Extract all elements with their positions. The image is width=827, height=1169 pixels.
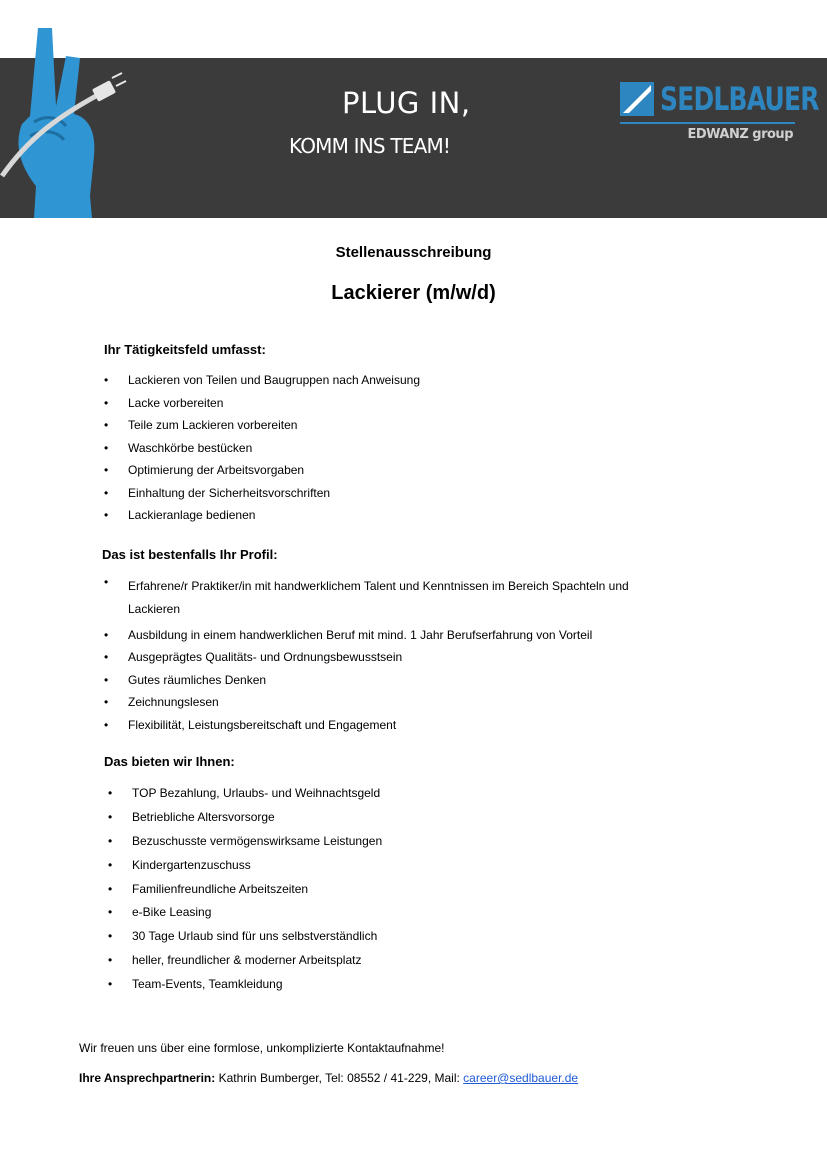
- list-item: [108, 953, 382, 977]
- list-item-text: Lacke vorbereiten: [128, 395, 224, 410]
- list-item-text: 30 Tage Urlaub sind für uns selbstverständlich: [132, 929, 378, 944]
- tasks-list: [104, 373, 420, 531]
- logo-mark-icon: [620, 82, 654, 116]
- list-item: [104, 373, 420, 396]
- list-item-text: Familienfreundliche Arbeitszeiten: [132, 881, 309, 896]
- bullet-icon: •: [104, 717, 109, 732]
- list-item: [104, 396, 420, 419]
- bullet-icon: •: [104, 695, 109, 709]
- email-link[interactable]: career@sedlbauer.de: [463, 1071, 579, 1085]
- contact-details: Kathrin Bumberger, Tel: 08552 / 41-229, Mail:: [215, 1071, 464, 1085]
- list-item: [108, 929, 382, 953]
- bullet-icon: •: [104, 373, 109, 387]
- list-item: [108, 810, 382, 834]
- bullet-icon: •: [104, 508, 109, 522]
- list-item-text: Gutes räumliches Denken: [128, 672, 267, 687]
- bullet-icon: •: [104, 440, 109, 455]
- list-item-text: Optimierung der Arbeitsvorgaben: [128, 463, 305, 477]
- document-type-heading: Stellenausschreibung: [335, 244, 492, 261]
- list-item: [108, 882, 382, 906]
- section-profile-title: Das ist bestenfalls Ihr Profil:: [102, 547, 278, 562]
- list-item-text: Flexibilität, Leistungsbereitschaft und Engagement: [128, 717, 397, 732]
- banner-subline: KOMM INS TEAM!: [289, 134, 451, 158]
- bullet-icon: •: [108, 809, 113, 824]
- list-item: [108, 977, 382, 1001]
- list-item-text: Lackieranlage bedienen: [128, 508, 256, 522]
- bullet-icon: •: [108, 929, 113, 944]
- list-item: [104, 418, 420, 441]
- company-logo: [620, 80, 819, 150]
- list-item-text: heller, freundlicher & moderner Arbeitsplatz: [132, 953, 362, 968]
- bullet-icon: •: [104, 650, 109, 664]
- list-item: [108, 858, 382, 882]
- bullet-icon: •: [108, 857, 113, 872]
- benefits-list: [108, 786, 382, 1001]
- list-item: [104, 441, 420, 464]
- list-item-text: Team-Events, Teamkleidung: [132, 977, 283, 992]
- bullet-icon: •: [108, 953, 113, 968]
- bullet-icon: •: [108, 905, 113, 920]
- logo-group-name: EDWANZ group: [687, 127, 793, 142]
- list-item-text: Betriebliche Altersvorsorge: [132, 809, 275, 824]
- list-item-text: Zeichnungslesen: [128, 695, 219, 709]
- bullet-icon: •: [104, 485, 109, 500]
- list-item-text: Kindergartenzuschuss: [132, 857, 251, 872]
- profile-list: [104, 575, 664, 740]
- list-item-text: Lackieren von Teilen und Baugruppen nach Anweisung: [128, 373, 420, 387]
- bullet-icon: •: [104, 418, 109, 432]
- list-item: [104, 575, 664, 620]
- list-item-text: Erfahrene/r Praktiker/in mit handwerklichem Talent und Kenntnissen im Bereich Spachteln und Lackieren: [128, 579, 629, 616]
- section-benefits-title: Das bieten wir Ihnen:: [104, 754, 235, 769]
- logo-divider: [620, 122, 795, 124]
- bullet-icon: •: [104, 463, 109, 477]
- list-item-text: Ausgeprägtes Qualitäts- und Ordnungsbewusstsein: [128, 650, 403, 664]
- bullet-icon: •: [108, 786, 113, 800]
- job-title: Lackierer (m/w/d): [331, 282, 496, 304]
- list-item-text: TOP Bezahlung, Urlaubs- und Weihnachtsgeld: [132, 786, 381, 800]
- bullet-icon: •: [108, 977, 113, 992]
- bullet-icon: •: [104, 395, 109, 410]
- list-item-text: Waschkörbe bestücken: [128, 440, 253, 455]
- bullet-icon: •: [104, 627, 109, 642]
- list-item: [104, 463, 420, 486]
- list-item: [108, 834, 382, 858]
- banner-headline: PLUG IN,: [342, 86, 471, 120]
- hand-with-plug-icon: [0, 26, 130, 218]
- bullet-icon: •: [104, 672, 109, 687]
- list-item: [104, 695, 664, 710]
- list-item: [104, 508, 420, 531]
- list-item-text: Einhaltung der Sicherheitsvorschriften: [128, 485, 331, 500]
- bullet-icon: •: [104, 575, 109, 589]
- list-item: [108, 905, 382, 929]
- section-tasks-title: Ihr Tätigkeitsfeld umfasst:: [104, 342, 266, 357]
- closing-text: Wir freuen uns über eine formlose, unkomplizierte Kontaktaufnahme!: [79, 1041, 445, 1055]
- bullet-icon: •: [108, 833, 113, 848]
- list-item: [104, 718, 664, 733]
- list-item-text: e-Bike Leasing: [132, 905, 212, 920]
- list-item-text: Bezuschusste vermögenswirksame Leistungen: [132, 833, 383, 848]
- list-item-text: Ausbildung in einem handwerklichen Beruf mit mind. 1 Jahr Berufserfahrung von Vorteil: [128, 627, 593, 642]
- list-item: [104, 650, 664, 665]
- list-item: [104, 486, 420, 509]
- bullet-icon: •: [108, 881, 113, 896]
- contact-label: Ihre Ansprechpartnerin:: [79, 1071, 216, 1085]
- list-item-text: Teile zum Lackieren vorbereiten: [128, 418, 298, 432]
- list-item: [104, 673, 664, 688]
- list-item: [108, 786, 382, 810]
- list-item: [104, 628, 664, 643]
- logo-name: SEDLBAUER: [660, 80, 819, 118]
- contact-line: [79, 1071, 578, 1085]
